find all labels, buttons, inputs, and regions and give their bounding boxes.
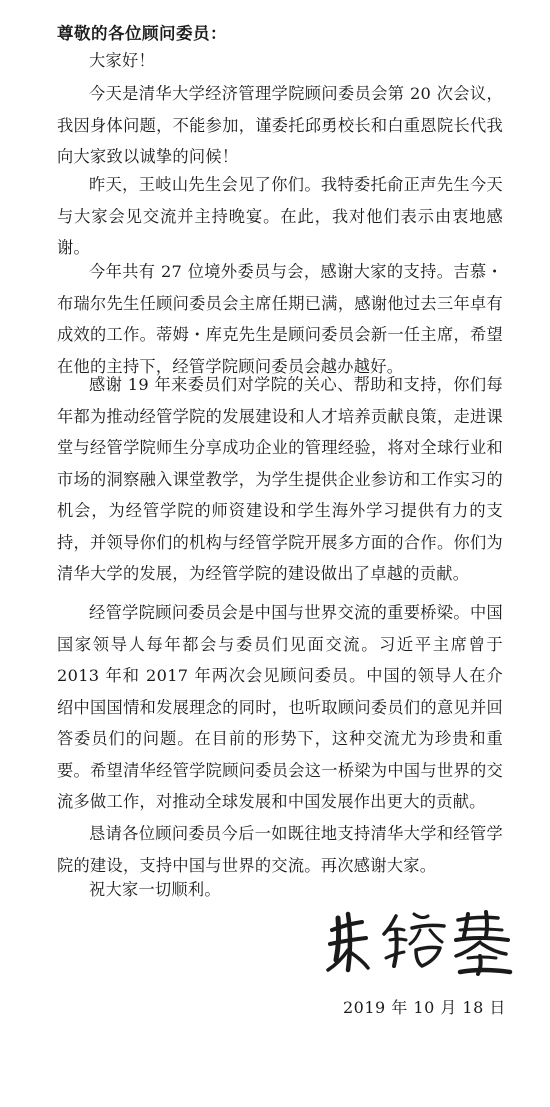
body-paragraph-request: 恳请各位顾问委员今后一如既往地支持清华大学和经管学院的建设，支持中国与世界的交流。再次感谢大家。 bbox=[57, 824, 503, 875]
body-paragraph-yesterday: 昨天，王岐山先生会见了你们。我特委托俞正声先生今天与大家会见交流并主持晚宴。在此，我对他们表示由衷地感谢。 bbox=[57, 175, 503, 257]
greeting-paragraph: 大家好！ bbox=[89, 51, 155, 70]
body-paragraph-meeting: 今天是清华大学经济管理学院顾问委员会第 20 次会议，我因身体问题，不能参加，谨委托邱勇校长和白重恩院长代我向大家致以诚挚的问候！ bbox=[57, 84, 503, 166]
salutation: 尊敬的各位顾问委员： bbox=[57, 24, 227, 43]
handwritten-signature bbox=[318, 900, 528, 980]
body-paragraph-members: 今年共有 27 位境外委员与会，感谢大家的支持。吉慕・布瑞尔先生任顾问委员会主席任期已满，感谢他过去三年卓有成效的工作。蒂姆・库克先生是顾问委员会新一任主席，希望在他的主持下，经管学院顾问委员会越办越好。 bbox=[57, 262, 503, 376]
closing-paragraph: 祝大家一切顺利。 bbox=[89, 880, 221, 899]
letter-date: 2019 年 10 月 18 日 bbox=[343, 998, 506, 1017]
body-paragraph-bridge: 经管学院顾问委员会是中国与世界交流的重要桥梁。中国国家领导人每年都会与委员们见面交流。习近平主席曾于 2013 年和 2017 年两次会见顾问委员。中国的领导人在介绍中国国情和发展理念的同时，也听取顾问委员们的意见并回答委员们的问题。在目前的形势下，这种交流尤为珍贵和重要。希望清华经管学院顾问委员会这一桥梁为中国与世界的交流多做工作，对推动全球发展和中国发展作出更大的贡献。 bbox=[57, 603, 503, 811]
body-paragraph-thanks: 感谢 19 年来委员们对学院的关心、帮助和支持，你们每年都为推动经管学院的发展建设和人才培养贡献良策，走进课堂与经管学院师生分享成功企业的管理经验，将对全球行业和市场的洞察融入课堂教学，为学生提供企业参访和工作实习的机会，为经管学院的师资建设和学生海外学习提供有力的支持，并领导你们的机构与经管学院开展多方面的合作。你们为清华大学的发展，为经管学院的建设做出了卓越的贡献。 bbox=[57, 375, 503, 583]
